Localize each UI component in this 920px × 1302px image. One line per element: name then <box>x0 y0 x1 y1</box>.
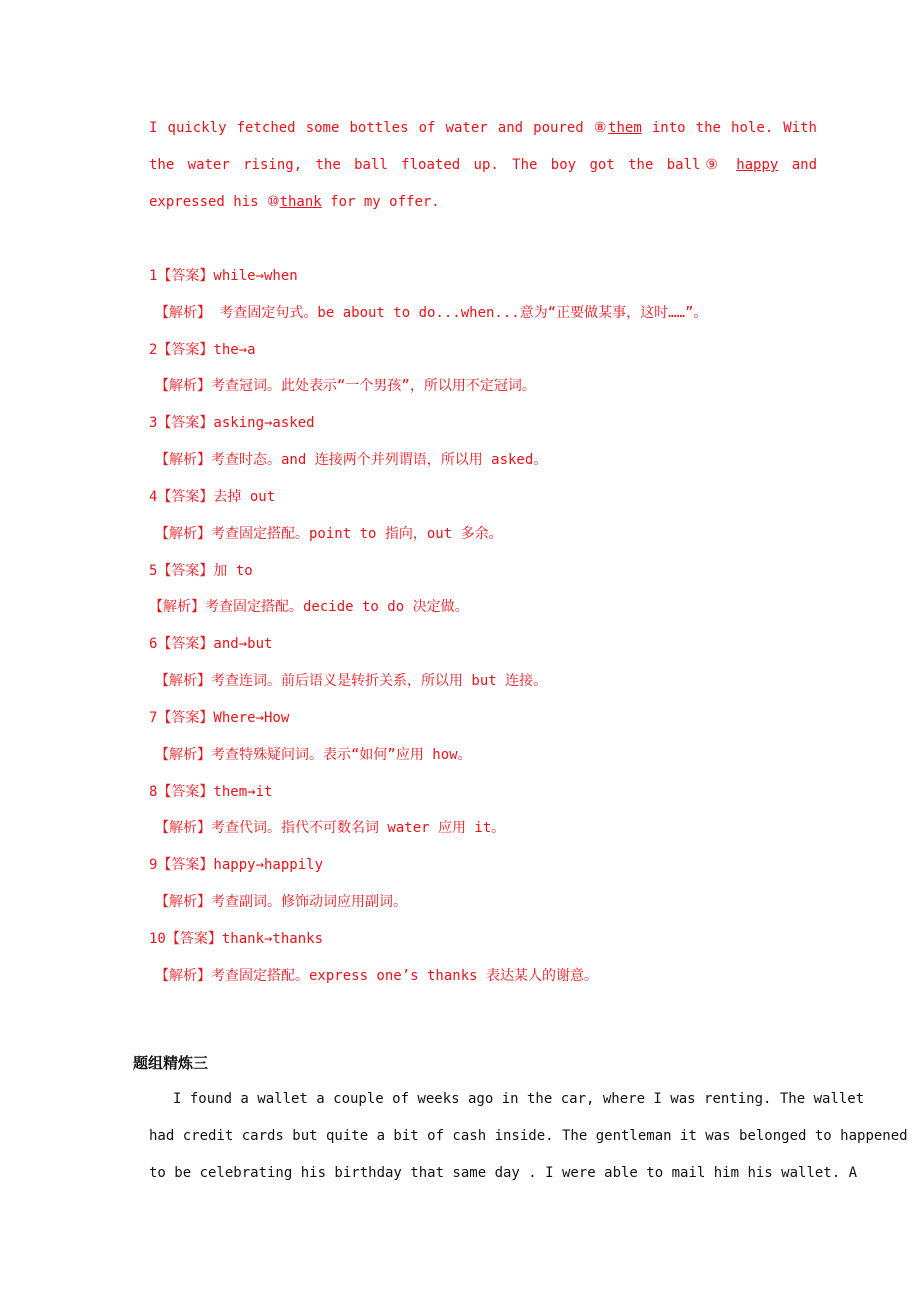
analysis-3: 【解析】考查时态。and 连接两个并列谓语，所以用 asked。 <box>155 452 548 468</box>
analysis-4: 【解析】考查固定搭配。point to 指向，out 多余。 <box>155 526 503 542</box>
answer-3: 3【答案】asking→asked <box>149 415 315 431</box>
section-title: 题组精炼三 <box>133 1054 209 1072</box>
answer-6: 6【答案】and→but <box>149 636 273 652</box>
underlined-word-8: them <box>608 120 642 136</box>
analysis-2: 【解析】考查冠词。此处表示“一个男孩”，所以用不定冠词。 <box>155 378 536 394</box>
underlined-word-9: happy <box>736 157 779 173</box>
passage-line-3: to be celebrating his birthday that same day . I were able to mail him his wallet. A <box>149 1165 858 1181</box>
analysis-9: 【解析】考查副词。修饰动词应用副词。 <box>155 894 407 910</box>
analysis-10: 【解析】考查固定搭配。express one’s thanks 表达某人的谢意。 <box>155 968 599 984</box>
marker-9: ⑨ <box>700 157 723 173</box>
answer-9: 9【答案】happy→happily <box>149 857 324 873</box>
passage-text: for my offer. <box>321 194 440 210</box>
analysis-7: 【解析】考查特殊疑问词。表示“如何”应用 how。 <box>155 747 472 763</box>
answer-4: 4【答案】去掉 out <box>149 489 276 505</box>
answer-8: 8【答案】them→it <box>149 784 273 800</box>
passage-line-2: had credit cards but quite a bit of cash inside. The gentleman it was belonged to happened <box>149 1128 908 1144</box>
passage-text: into the hole. With the water rising, the ball floated up. The boy got the ball <box>149 120 817 173</box>
marker-8: ⑧ <box>593 120 609 136</box>
analysis-6: 【解析】考查连词。前后语义是转折关系，所以用 but 连接。 <box>155 673 548 689</box>
passage-text: and expressed his <box>149 157 817 210</box>
analysis-8: 【解析】考查代词。指代不可数名词 water 应用 it。 <box>155 820 506 836</box>
answer-5: 5【答案】加 to <box>149 563 253 579</box>
passage-answer <box>149 110 817 221</box>
passage-line-1: I found a wallet a couple of weeks ago in the car, where I was renting. The wallet <box>173 1091 865 1107</box>
underlined-word-10: thank <box>279 194 322 210</box>
analysis-1: 【解析】 考查固定句式。be about to do...when...意为“正要做某事，这时……”。 <box>155 305 708 321</box>
marker-10: ⑩ <box>267 194 280 210</box>
answer-7: 7【答案】Where→How <box>149 710 290 726</box>
answer-2: 2【答案】the→a <box>149 342 256 358</box>
answer-10: 10【答案】thank→thanks <box>149 931 324 947</box>
answer-1: 1【答案】while→when <box>149 268 298 284</box>
analysis-5: 【解析】考查固定搭配。decide to do 决定做。 <box>149 599 469 615</box>
passage-text: I quickly fetched some bottles of water and poured <box>149 120 594 136</box>
